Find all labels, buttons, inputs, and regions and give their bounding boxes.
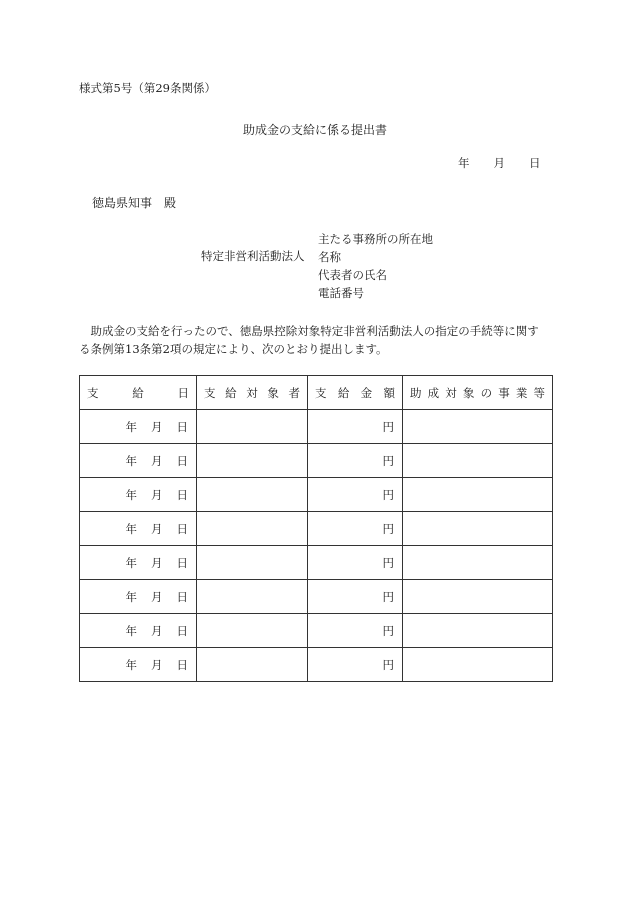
header-char: 支 — [315, 385, 327, 400]
payment-date-cell[interactable] — [80, 478, 197, 512]
date-month-label: 月 — [151, 487, 163, 502]
yen-unit-label: 円 — [382, 487, 394, 502]
date-month-label: 月 — [151, 589, 163, 604]
date-year-label: 年 — [125, 555, 137, 570]
date-month-label: 月 — [151, 419, 163, 434]
body-text — [79, 322, 559, 358]
grant-table — [79, 375, 553, 682]
field-phone: 電話番号 — [318, 286, 364, 300]
submission-date — [458, 155, 541, 171]
header-char: 支 — [204, 385, 216, 400]
date-year-label: 年 — [125, 419, 137, 434]
yen-unit-label: 円 — [382, 453, 394, 468]
recipient-cell[interactable] — [197, 648, 308, 682]
date-day-label: 日 — [176, 453, 188, 468]
header-recipient — [197, 376, 308, 410]
project-cell[interactable] — [403, 410, 553, 444]
date-day-label: 日 — [529, 156, 541, 170]
date-day-label: 日 — [176, 555, 188, 570]
payment-date-cell[interactable] — [80, 444, 197, 478]
date-year-label: 年 — [458, 156, 470, 170]
header-project — [403, 376, 553, 410]
field-office-address: 主たる事務所の所在地 — [318, 232, 433, 246]
recipient-cell[interactable] — [197, 478, 308, 512]
payment-date-cell[interactable] — [80, 512, 197, 546]
yen-unit-label: 円 — [382, 589, 394, 604]
payment-date-cell[interactable] — [80, 648, 197, 682]
header-char: 給 — [337, 385, 350, 400]
table-row — [80, 580, 553, 614]
yen-unit-label: 円 — [382, 419, 394, 434]
yen-unit-label: 円 — [382, 623, 394, 638]
project-cell[interactable] — [403, 478, 553, 512]
table-row — [80, 546, 553, 580]
header-char: 成 — [427, 385, 440, 400]
date-month-label: 月 — [151, 521, 163, 536]
document-title: 助成金の支給に係る提出書 — [242, 123, 387, 137]
project-cell[interactable] — [403, 546, 553, 580]
body-line: 助成金の支給を行ったので、徳島県控除対象特定非営利活動法人の指定の手続等に関す — [79, 324, 539, 338]
header-char: 象 — [267, 385, 279, 400]
recipient-cell[interactable] — [197, 580, 308, 614]
date-day-label: 日 — [176, 419, 188, 434]
header-char: 業 — [515, 385, 528, 400]
project-cell[interactable] — [403, 444, 553, 478]
date-year-label: 年 — [125, 453, 137, 468]
recipient-cell[interactable] — [197, 410, 308, 444]
date-year-label: 年 — [125, 657, 137, 672]
amount-cell[interactable] — [308, 614, 403, 648]
recipient-cell[interactable] — [197, 444, 308, 478]
date-year-label: 年 — [125, 623, 137, 638]
project-cell[interactable] — [403, 512, 553, 546]
header-char: 事 — [498, 385, 510, 400]
header-char: 支 — [87, 385, 99, 400]
date-month-label: 月 — [151, 623, 163, 638]
yen-unit-label: 円 — [382, 657, 394, 672]
date-day-label: 日 — [176, 487, 188, 502]
date-day-label: 日 — [176, 589, 188, 604]
header-char: 金 — [360, 385, 373, 400]
amount-cell[interactable] — [308, 580, 403, 614]
date-month-label: 月 — [493, 156, 505, 170]
recipient-cell[interactable] — [197, 512, 308, 546]
table-row — [80, 410, 553, 444]
header-char: 対 — [246, 385, 258, 400]
applicant-org-type: 特定非営利活動法人 — [201, 249, 305, 263]
date-year-label: 年 — [125, 521, 137, 536]
table-row — [80, 444, 553, 478]
recipient-cell[interactable] — [197, 546, 308, 580]
table-row — [80, 478, 553, 512]
date-month-label: 月 — [151, 555, 163, 570]
payment-date-cell[interactable] — [80, 580, 197, 614]
amount-cell[interactable] — [308, 410, 403, 444]
project-cell[interactable] — [403, 648, 553, 682]
date-day-label: 日 — [176, 521, 188, 536]
yen-unit-label: 円 — [382, 555, 394, 570]
project-cell[interactable] — [403, 614, 553, 648]
header-char: 等 — [533, 385, 545, 400]
table-row — [80, 614, 553, 648]
body-line: る条例第13条第2項の規定により、次のとおり提出します。 — [79, 342, 388, 356]
header-char: 額 — [383, 385, 395, 400]
date-year-label: 年 — [125, 589, 137, 604]
applicant-fields — [318, 230, 433, 302]
header-char: の — [480, 385, 493, 400]
header-amount — [308, 376, 403, 410]
date-year-label: 年 — [125, 487, 137, 502]
header-char: 給 — [225, 385, 237, 400]
amount-cell[interactable] — [308, 478, 403, 512]
field-representative: 代表者の氏名 — [318, 268, 387, 282]
payment-date-cell[interactable] — [80, 410, 197, 444]
header-char: 助 — [410, 385, 422, 400]
payment-date-cell[interactable] — [80, 614, 197, 648]
recipient-cell[interactable] — [197, 614, 308, 648]
header-char: 者 — [288, 385, 300, 400]
date-day-label: 日 — [176, 657, 188, 672]
field-name: 名称 — [318, 250, 341, 264]
date-day-label: 日 — [176, 623, 188, 638]
header-char: 日 — [177, 385, 189, 400]
amount-cell[interactable] — [308, 546, 403, 580]
amount-cell[interactable] — [308, 444, 403, 478]
yen-unit-label: 円 — [382, 521, 394, 536]
table-row — [80, 648, 553, 682]
amount-cell[interactable] — [308, 512, 403, 546]
date-month-label: 月 — [151, 657, 163, 672]
payment-date-cell[interactable] — [80, 546, 197, 580]
header-char: 象 — [462, 385, 475, 400]
header-char: 対 — [445, 385, 457, 400]
form-number: 様式第5号（第29条関係） — [79, 81, 216, 95]
table-row — [80, 512, 553, 546]
table-header-row — [80, 376, 553, 410]
header-payment-date — [80, 376, 197, 410]
project-cell[interactable] — [403, 580, 553, 614]
header-char: 給 — [132, 385, 144, 400]
addressee: 徳島県知事 殿 — [92, 196, 177, 210]
amount-cell[interactable] — [308, 648, 403, 682]
date-month-label: 月 — [151, 453, 163, 468]
